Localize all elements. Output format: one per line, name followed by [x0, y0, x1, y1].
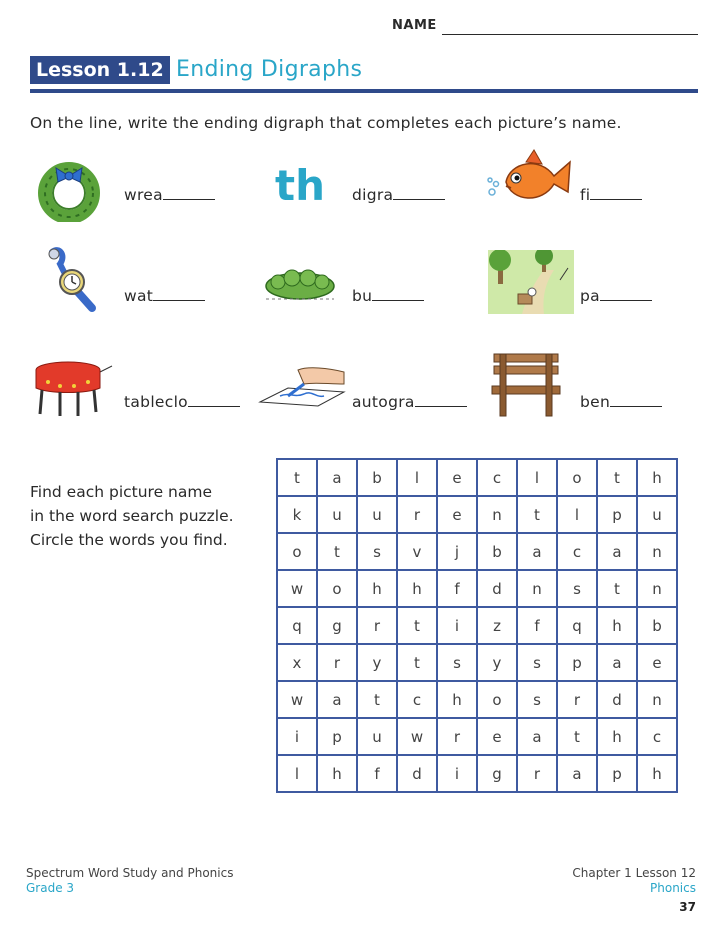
word-search-grid[interactable] [276, 458, 678, 793]
item-word-fish: fi [580, 185, 642, 204]
grid-letter[interactable]: f [437, 570, 477, 607]
grid-letter[interactable]: a [557, 755, 597, 792]
grid-letter[interactable]: v [397, 533, 437, 570]
answer-blank[interactable] [415, 392, 467, 407]
puzzle-instructions [30, 480, 270, 552]
grid-letter[interactable]: n [637, 570, 677, 607]
grid-letter[interactable]: f [517, 607, 557, 644]
grid-letter[interactable]: a [517, 718, 557, 755]
name-label: NAME [392, 18, 437, 33]
grid-letter[interactable]: h [597, 718, 637, 755]
grid-letter[interactable]: p [597, 496, 637, 533]
grid-letter[interactable]: h [397, 570, 437, 607]
lesson-title: Ending Digraphs [176, 57, 363, 82]
footer-chapter: Chapter 1 Lesson 12 [572, 866, 696, 880]
grid-letter[interactable]: l [277, 755, 317, 792]
grid-letter[interactable]: s [517, 681, 557, 718]
grid-letter[interactable]: u [357, 496, 397, 533]
grid-letter[interactable]: r [517, 755, 557, 792]
grid-letter[interactable]: s [517, 644, 557, 681]
bench-icon [490, 350, 562, 420]
grid-letter[interactable]: a [517, 533, 557, 570]
grid-letter[interactable]: t [357, 681, 397, 718]
grid-row [277, 607, 677, 644]
lesson-badge: Lesson 1.12 [30, 56, 170, 84]
grid-row [277, 681, 677, 718]
item-word-digraph: digra [352, 185, 445, 204]
grid-letter[interactable]: w [277, 570, 317, 607]
grid-letter[interactable]: h [357, 570, 397, 607]
grid-letter[interactable]: a [597, 533, 637, 570]
grid-letter[interactable]: r [397, 496, 437, 533]
grid-row [277, 570, 677, 607]
answer-blank[interactable] [188, 392, 240, 407]
grid-letter[interactable]: e [477, 718, 517, 755]
grid-row [277, 755, 677, 792]
autograph-icon [258, 362, 346, 408]
grid-letter[interactable]: q [557, 607, 597, 644]
tablecloth-icon [30, 354, 120, 418]
grid-letter[interactable]: s [437, 644, 477, 681]
wreath-icon [36, 160, 102, 222]
grid-letter[interactable]: t [597, 459, 637, 496]
grid-letter[interactable]: r [317, 644, 357, 681]
grid-letter[interactable]: s [357, 533, 397, 570]
answer-blank[interactable] [600, 286, 652, 301]
grid-letter[interactable]: t [557, 718, 597, 755]
grid-letter[interactable]: p [557, 644, 597, 681]
grid-letter[interactable]: w [277, 681, 317, 718]
item-word-wreath: wrea [124, 185, 215, 204]
page-number: 37 [679, 900, 696, 914]
grid-letter[interactable]: t [317, 533, 357, 570]
grid-letter[interactable]: d [477, 570, 517, 607]
grid-letter[interactable]: u [637, 496, 677, 533]
digraph-sample: th [275, 161, 325, 210]
grid-letter[interactable]: n [637, 533, 677, 570]
grid-letter[interactable]: r [437, 718, 477, 755]
answer-blank[interactable] [372, 286, 424, 301]
instruction-text: On the line, write the ending digraph that completes each picture’s name. [30, 114, 622, 132]
grid-row [277, 459, 677, 496]
grid-row [277, 644, 677, 681]
grid-letter[interactable]: h [437, 681, 477, 718]
grid-letter[interactable]: b [637, 607, 677, 644]
item-word-tablecloth: tableclo [124, 392, 240, 411]
grid-letter[interactable]: h [597, 607, 637, 644]
grid-letter[interactable]: w [397, 718, 437, 755]
grid-letter[interactable]: n [637, 681, 677, 718]
grid-letter[interactable]: q [277, 607, 317, 644]
grid-letter[interactable]: t [277, 459, 317, 496]
grid-letter[interactable]: a [317, 681, 357, 718]
item-word-watch: wat [124, 286, 205, 305]
grid-letter[interactable]: h [317, 755, 357, 792]
item-word-bench: ben [580, 392, 662, 411]
grid-letter[interactable]: g [477, 755, 517, 792]
grid-letter[interactable]: d [597, 681, 637, 718]
grid-letter[interactable]: j [437, 533, 477, 570]
header-rule [30, 89, 698, 93]
grid-letter[interactable]: o [557, 459, 597, 496]
grid-letter[interactable]: x [277, 644, 317, 681]
grid-letter[interactable]: t [597, 570, 637, 607]
grid-letter[interactable]: u [357, 718, 397, 755]
grid-letter[interactable]: b [357, 459, 397, 496]
footer-series: Spectrum Word Study and Phonics [26, 866, 234, 880]
grid-letter[interactable]: a [317, 459, 357, 496]
grid-letter[interactable]: z [477, 607, 517, 644]
grid-letter[interactable]: c [637, 718, 677, 755]
footer-grade: Grade 3 [26, 881, 75, 895]
grid-letter[interactable]: y [477, 644, 517, 681]
grid-letter[interactable]: p [317, 718, 357, 755]
grid-letter[interactable]: k [277, 496, 317, 533]
grid-letter[interactable]: o [277, 533, 317, 570]
grid-letter[interactable]: f [357, 755, 397, 792]
answer-blank[interactable] [163, 185, 215, 200]
grid-letter[interactable]: c [477, 459, 517, 496]
grid-letter[interactable]: e [437, 496, 477, 533]
grid-letter[interactable]: c [397, 681, 437, 718]
grid-letter[interactable]: t [397, 607, 437, 644]
answer-blank[interactable] [610, 392, 662, 407]
bush-icon [262, 266, 338, 302]
grid-letter[interactable]: u [317, 496, 357, 533]
watch-icon [46, 246, 100, 312]
item-word-path: pa [580, 286, 652, 305]
answer-blank[interactable] [153, 286, 205, 301]
grid-letter[interactable]: g [317, 607, 357, 644]
grid-letter[interactable]: i [437, 755, 477, 792]
grid-letter[interactable]: s [557, 570, 597, 607]
grid-letter[interactable]: b [477, 533, 517, 570]
puzzle-instruction-line: Find each picture name [30, 483, 213, 501]
name-line[interactable] [442, 34, 698, 35]
grid-letter[interactable]: o [477, 681, 517, 718]
grid-row [277, 496, 677, 533]
grid-letter[interactable]: r [557, 681, 597, 718]
grid-letter[interactable]: t [397, 644, 437, 681]
grid-letter[interactable]: i [437, 607, 477, 644]
grid-letter[interactable]: n [477, 496, 517, 533]
puzzle-instruction-line: in the word search puzzle. [30, 507, 234, 525]
item-word-autograph: autogra [352, 392, 467, 411]
item-word-bush: bu [352, 286, 424, 305]
grid-letter[interactable]: l [517, 459, 557, 496]
puzzle-instruction-line: Circle the words you find. [30, 531, 228, 549]
grid-letter[interactable]: l [557, 496, 597, 533]
grid-letter[interactable]: i [277, 718, 317, 755]
grid-letter[interactable]: d [397, 755, 437, 792]
grid-letter[interactable]: r [357, 607, 397, 644]
grid-letter[interactable]: y [357, 644, 397, 681]
grid-row [277, 718, 677, 755]
grid-letter[interactable]: n [517, 570, 557, 607]
grid-letter[interactable]: e [637, 644, 677, 681]
grid-letter[interactable]: e [437, 459, 477, 496]
grid-letter[interactable]: l [397, 459, 437, 496]
answer-blank[interactable] [393, 185, 445, 200]
grid-row [277, 533, 677, 570]
grid-letter[interactable]: o [317, 570, 357, 607]
grid-letter[interactable]: p [597, 755, 637, 792]
footer-subject: Phonics [650, 881, 696, 895]
grid-letter[interactable]: h [637, 459, 677, 496]
fish-icon [484, 148, 576, 210]
grid-letter[interactable]: c [557, 533, 597, 570]
grid-letter[interactable]: h [637, 755, 677, 792]
path-icon [488, 250, 574, 314]
answer-blank[interactable] [590, 185, 642, 200]
grid-letter[interactable]: a [597, 644, 637, 681]
grid-letter[interactable]: t [517, 496, 557, 533]
